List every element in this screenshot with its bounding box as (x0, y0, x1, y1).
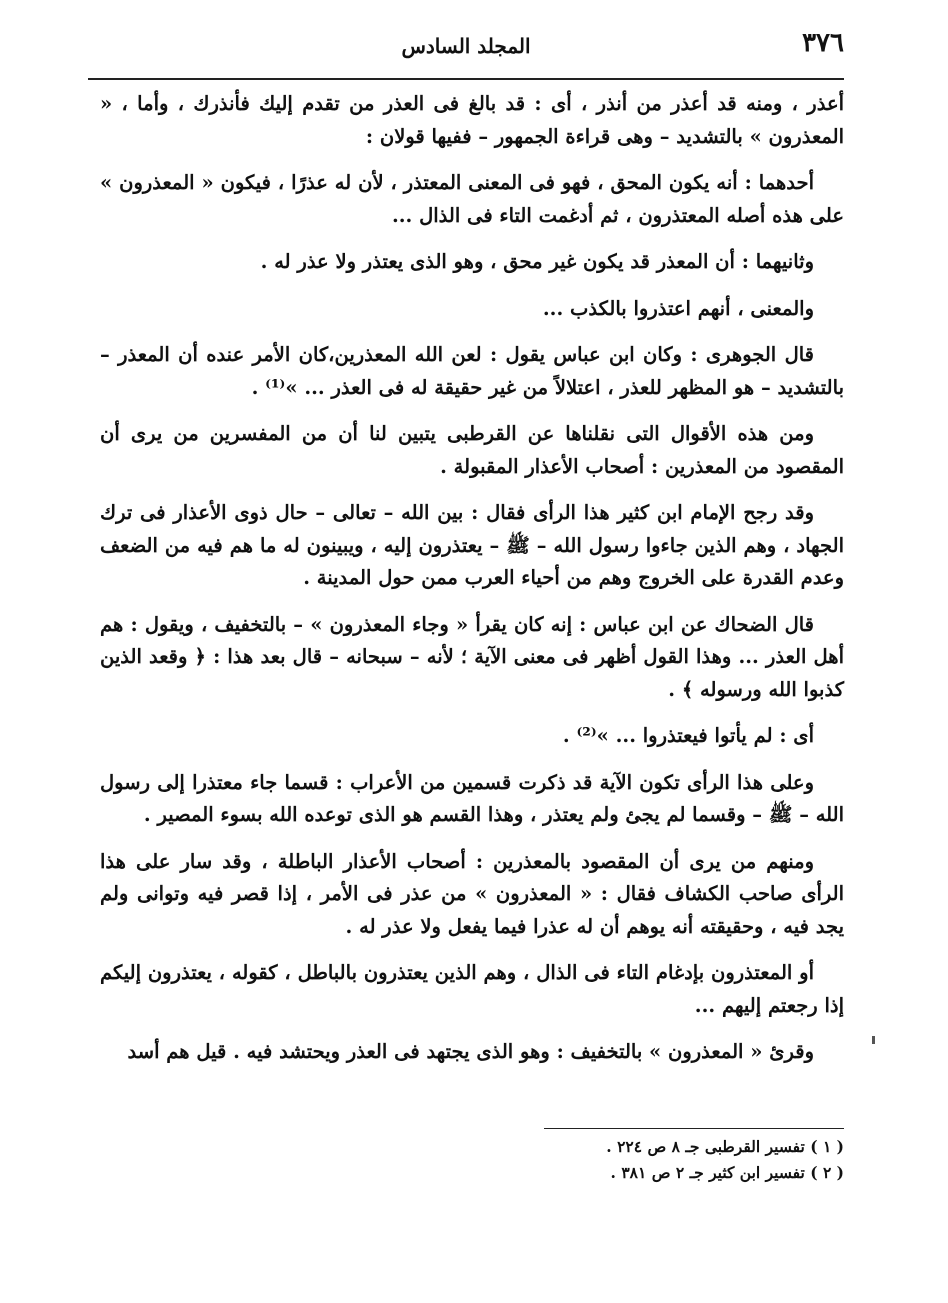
page-number: ٣٧٦ (802, 28, 844, 58)
paragraph: وقد رجح الإمام ابن كثير هذا الرأى فقال : بين الله – تعالى – حال ذوى الأعذار فى ترك الجهاد ، وهم الذين جاءوا رسول الله – ﷺ – يعتذرون إليه ، ويبينون له ما هم فيه من الضعف وعدم القدرة على الخروج وهم من أحياء العرب ممن حول المدينة . (100, 501, 844, 589)
footnote: ( ١ ) تفسير القرطبى جـ ٨ ص ٢٢٤ . (606, 1137, 844, 1156)
paragraph: قال الجوهرى : وكان ابن عباس يقول : لعن الله المعذرين،كان الأمر عنده أن المعذر – بالتشديد – هو المظهر للعذر ، اعتلالاً من غير حقيقة له فى العذر ... »⁽¹⁾ . (100, 343, 844, 399)
running-title: المجلد السادس (401, 34, 531, 58)
paragraph: والمعنى ، أنهم اعتذروا بالكذب ... (542, 296, 814, 320)
paragraph: وقرئ « المعذرون » بالتخفيف : وهو الذى يجتهد فى العذر ويحتشد فيه . قيل هم أسد (127, 1040, 814, 1063)
paragraph: وثانيهما : أن المعذر قد يكون غير محق ، وهو الذى يعتذر ولا عذر له . (260, 250, 814, 273)
paragraph: وعلى هذا الرأى تكون الآية قد ذكرت قسمين من الأعراب : قسما جاء معتذرا إلى رسول الله – ﷺ – وقسما لم يجئ ولم يعتذر ، وهذا القسم هو الذى توعده الله بسوء المصير . (100, 770, 844, 826)
paragraph: قال الضحاك عن ابن عباس : إنه كان يقرأ « وجاء المعذرون » – بالتخفيف ، ويقول : هم أهل العذر ... وهذا القول أظهر فى معنى الآية ؛ لأنه – سبحانه – قال بعد هذا : ﴿ وقعد الذين كذبوا الله ورسوله ﴾ . (100, 612, 844, 701)
scan-speck (872, 1036, 875, 1044)
paragraph: أحدهما : أنه يكون المحق ، فهو فى المعنى المعتذر ، لأن له عذرًا ، فيكون « المعذرون » على هذه أصله المعتذرون ، ثم أدغمت التاء فى الذال ... (100, 171, 844, 227)
paragraph: أعذر ، ومنه قد أعذر من أنذر ، أى : قد بالغ فى العذر من تقدم إليك فأنذرك ، وأما ، « المعذرون » بالتشديد – وهى قراءة الجمهور – ففيها قولان : (100, 92, 844, 148)
body-text (100, 88, 844, 1083)
header-divider (88, 78, 844, 80)
footnote-divider (544, 1128, 844, 1129)
footnotes (100, 1134, 844, 1186)
paragraph: أو المعتذرون بإدغام التاء فى الذال ، وهم الذين يعتذرون بالباطل ، كقوله ، يعتذرون إليكم إذا رجعتم إليهم ... (100, 961, 844, 1017)
page-header (88, 28, 844, 68)
paragraph: أى : لم يأتوا فيعتذروا ... »⁽²⁾ . (562, 724, 814, 747)
footnote: ( ٢ ) تفسير ابن كثير جـ ٢ ص ٣٨١ . (610, 1163, 844, 1182)
paragraph: ومنهم من يرى أن المقصود بالمعذرين : أصحاب الأعذار الباطلة ، وقد سار على هذا الرأى صاحب الكشاف فقال : « المعذرون » من عذر فى الأمر ، إذا قصر فيه وتوانى ولم يجد فيه ، وحقيقته أنه يوهم أن له عذرا فيما يفعل ولا عذر له . (100, 849, 844, 938)
paragraph: ومن هذه الأقوال التى نقلناها عن القرطبى يتبين لنا أن من المفسرين من يرى أن المقصود من المعذرين : أصحاب الأعذار المقبولة . (100, 422, 844, 478)
